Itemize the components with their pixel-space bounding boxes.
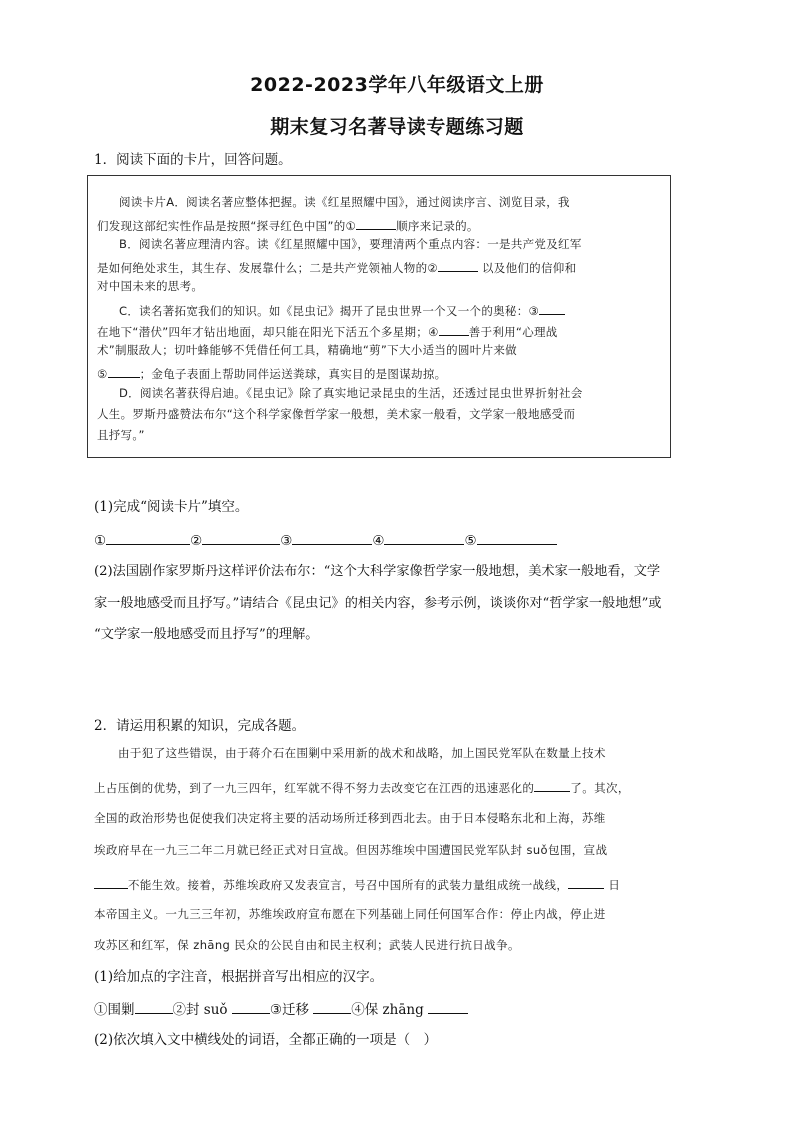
answer-label-5: ⑤ <box>464 533 477 549</box>
card-c4-pre: ⑤ <box>97 367 108 381</box>
passage-line-5 <box>94 874 704 893</box>
answer-blank-4[interactable] <box>384 530 464 545</box>
card-a2-pre: 们发现这部纪实性作品是按照“探寻红色中国”的① <box>97 219 357 233</box>
passage-blank-2[interactable] <box>94 874 128 889</box>
card-c2-post: 善于利用“心理战 <box>468 325 558 339</box>
question-1-sub2-line1: (2)法国剧作家罗斯丹这样评价法布尔：“这个大科学家像哲学家一般地想，美术家一般地看，文学 <box>94 564 661 579</box>
answer-blank-3[interactable] <box>292 530 372 545</box>
question-2-stem: 2．请运用积累的知识，完成各题。 <box>94 718 306 734</box>
card-line-d2: 人生。罗斯丹盛赞法布尔“这个科学家像哲学家一般想，美术家一般看，文学家一般地感受而 <box>97 407 576 421</box>
question-1-sub2-line3: “文学家一般地感受而且抒写”的理解。 <box>94 627 319 642</box>
card-b2-post: 以及他们的信仰和 <box>481 261 577 275</box>
card-line-c2 <box>97 321 663 340</box>
pinyin-item-1: ①围剿 <box>94 1002 135 1018</box>
passage-line-7: 攻苏区和红军，保 zhāng 民众的公民自由和民主权利；武装人民进行抗日战争。 <box>94 938 520 952</box>
blank-1[interactable] <box>356 215 396 230</box>
pinyin-blank-2[interactable] <box>232 999 270 1014</box>
pinyin-item-2: ②封 suǒ <box>172 1002 228 1018</box>
answer-label-3: ③ <box>280 533 293 549</box>
card-line-c1 <box>97 300 663 319</box>
card-line-a1: 阅读卡片A．阅读名著应整体把握。读《红星照耀中国》，通过阅读序言、浏览目录，我 <box>119 195 570 209</box>
passage-2-pre: 上占压倒的优势，到了一九三四年，红军就不得不努力去改变它在江西的迅速恶化的 <box>94 781 535 795</box>
card-a2-post: 顺序来记录的。 <box>396 219 479 233</box>
question-2-sub2: (2)依次填入文中横线处的词语，全都正确的一项是（ ） <box>94 1032 438 1048</box>
passage-line-4: 埃政府早在一九三二年二月就已经正式对日宣战。但因苏维埃中国遭国民党军队封 suǒ包围，宣战 <box>94 843 608 857</box>
question-2-sub1: (1)给加点的字注音，根据拼音写出相应的汉字。 <box>94 969 384 985</box>
card-c1-pre: C．读名著拓宽我们的知识。如《昆虫记》揭开了昆虫世界一个又一个的奥秘：③ <box>119 304 540 318</box>
pinyin-blank-4[interactable] <box>428 999 468 1014</box>
answer-blank-5[interactable] <box>477 530 557 545</box>
answer-blank-2[interactable] <box>202 530 280 545</box>
answer-label-4: ④ <box>372 533 385 549</box>
answer-label-2: ② <box>190 533 203 549</box>
answer-blanks-row <box>94 530 704 551</box>
card-c2-pre: 在地下“潜伏”四年才钻出地面，却只能在阳光下活五个多星期；④ <box>97 325 439 339</box>
passage-line-2 <box>94 777 704 796</box>
passage-5-mid: 不能生效。接着，苏维埃政府又发表宣言，号召中国所有的武装力量组成统一战线， <box>128 878 569 892</box>
question-1-sub2-line2: 家一般地感受而且抒写。”请结合《昆虫记》的相关内容，参考示例，谈谈你对“哲学家一般地想”或 <box>94 596 662 611</box>
card-line-c4 <box>97 363 663 382</box>
card-line-b3: 对中国未来的思考。 <box>97 279 204 293</box>
blank-4[interactable] <box>439 321 469 336</box>
blank-3[interactable] <box>539 300 565 315</box>
question-1-sub1: (1)完成“阅读卡片”填空。 <box>94 499 249 515</box>
card-line-b2 <box>97 257 663 276</box>
pinyin-row <box>94 999 704 1020</box>
passage-line-6: 本帝国主义。一九三三年初，苏维埃政府宣布愿在下列基础上同任何国军合作：停止内战，停止进 <box>94 907 606 921</box>
card-line-a2 <box>97 215 663 234</box>
passage-blank-3[interactable] <box>568 874 604 889</box>
passage-5-post: 日 <box>608 878 621 892</box>
card-line-b1: B．阅读名著应理清内容。读《红星照耀中国》，要理清两个重点内容：一是共产党及红军 <box>119 237 582 251</box>
blank-2[interactable] <box>438 257 478 272</box>
card-c4-post: ；金龟子表面上帮助同伴运送粪球，真实目的是图谋劫掠。 <box>139 367 447 381</box>
question-1-stem: 1．阅读下面的卡片，回答问题。 <box>94 152 292 168</box>
passage-line-1: 由于犯了这些错误，由于蒋介石在围剿中采用新的战术和战略，加上国民党军队在数量上技术 <box>118 746 606 760</box>
pinyin-blank-1[interactable] <box>135 999 173 1014</box>
answer-blank-1[interactable] <box>106 530 190 545</box>
passage-2-post: 了。其次， <box>570 781 630 795</box>
page-title: 2022-2023学年八年级语文上册 <box>250 74 544 96</box>
blank-5[interactable] <box>108 363 140 378</box>
pinyin-blank-3[interactable] <box>313 999 351 1014</box>
answer-label-1: ① <box>94 533 107 549</box>
passage-line-3: 全国的政治形势也促使我们决定将主要的活动场所迁移到西北去。由于日本侵略东北和上海，苏维 <box>94 811 606 825</box>
page-subtitle: 期末复习名著导读专题练习题 <box>270 116 524 138</box>
card-line-d3: 且抒写。” <box>97 428 145 442</box>
passage-blank-1[interactable] <box>534 777 570 792</box>
card-b2-pre: 是如何绝处求生，其生存、发展靠什么；二是共产党领袖人物的② <box>97 261 439 275</box>
pinyin-item-4: ④保 zhāng <box>351 1002 424 1018</box>
card-line-c3: 术”制服敌人；切叶蜂能够不凭借任何工具，精确地“剪”下大小适当的圆叶片来做 <box>97 343 517 357</box>
card-line-d1: D．阅读名著获得启迪。《昆虫记》除了真实地记录昆虫的生活，还透过昆虫世界折射社会 <box>119 386 583 400</box>
pinyin-item-3: ③迁移 <box>269 1002 309 1018</box>
